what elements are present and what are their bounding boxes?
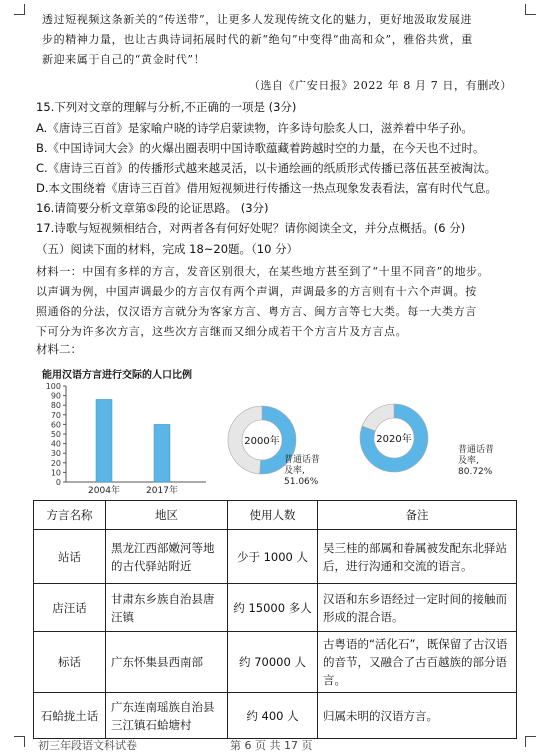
cell-users: 约 70000 人 <box>228 632 318 693</box>
header-notes: 备注 <box>318 501 517 530</box>
intro-line-2: 步的精神力量，也让古典诗词拓展时代的新“绝句”中变得“曲高和众”，雅俗共赏，重 <box>42 33 473 46</box>
material-1-line-2: 以声调为例，中国声调最少的方言仅有两个声调，声调最多的方言则有十六个声调。按 <box>36 285 477 298</box>
cell-users: 约 400 人 <box>228 693 318 739</box>
cell-dialect-name: 标话 <box>34 632 106 693</box>
donut-annotation: 80.72% <box>458 467 493 477</box>
header-users: 使用人数 <box>228 501 318 530</box>
cell-region: 广东怀集县西南部 <box>106 632 228 693</box>
question-15-option-b: B.《中国诗词大会》的火爆出圈表明中国诗歌蕴藏着跨越时空的力量，在今天也不过时。 <box>36 141 485 155</box>
y-tick-label: 80 <box>50 401 61 411</box>
material-1-line-1: 材料一：中国有多样的方言，发音区别很大，在某些地方甚至到了“十里不同音”的地步。 <box>36 265 490 278</box>
cell-note: 吴三桂的部属和眷属被发配东北驿站后，进行沟通和交流的语言。 <box>318 530 517 584</box>
crop-mark-bottom-right <box>525 736 536 747</box>
bar <box>96 399 112 482</box>
y-tick-label: 10 <box>50 468 61 478</box>
intro-line-3: 新迎来属于自己的“黄金时代”！ <box>42 53 206 66</box>
donut-annotation: 51.06% <box>284 477 319 487</box>
donut-chart-2000 <box>222 402 352 498</box>
crop-mark-top-left <box>14 4 25 15</box>
table-row <box>34 693 517 739</box>
donut-center-label: 2020年 <box>376 434 412 445</box>
crop-mark-bottom-left <box>14 736 25 747</box>
cell-users: 少于 1000 人 <box>228 530 318 584</box>
intro-line-1: 透过短视频这条新关的“传送带”，让更多人发现传统文化的魅力，更好地汲取发展进 <box>42 13 473 26</box>
donut-annotation: 及率, <box>458 456 479 466</box>
cell-region: 广东连南瑶族自治县三江镇石蛤塘村 <box>106 693 228 739</box>
header-region: 地区 <box>106 501 228 530</box>
question-15-option-a: A.《唐诗三百首》是家喻户晓的诗学启蒙读物，许多诗句脍炙人口，滋养着中华子孙。 <box>36 121 473 135</box>
table-row <box>34 632 517 693</box>
cell-dialect-name: 店汪话 <box>34 584 106 632</box>
x-tick-label: 2004年 <box>88 486 120 496</box>
y-tick-label: 0 <box>55 478 61 487</box>
cell-dialect-name: 石蛤拢土话 <box>34 693 106 739</box>
header-dialect-name: 方言名称 <box>34 501 106 530</box>
question-16: 16.请简要分析文章第⑤段的论证思路。 (3分) <box>36 201 269 215</box>
table-row <box>34 530 517 584</box>
y-tick-label: 90 <box>50 391 61 401</box>
crop-mark-top-right <box>525 4 536 15</box>
y-tick-label: 30 <box>50 449 61 459</box>
y-tick-label: 50 <box>50 430 61 439</box>
bar-chart <box>36 380 216 498</box>
bar-chart-title: 能用汉语方言进行交际的人口比例 <box>42 370 192 381</box>
cell-dialect-name: 站话 <box>34 530 106 584</box>
section-5-heading: （五）阅读下面的材料，完成 18~20题。（10 分） <box>36 242 299 256</box>
footer-page-number: 第 6 页 共 17 页 <box>230 739 313 752</box>
question-15-option-c: C.《唐诗三百首》的传播形式越来越灵活，以卡通绘画的纸质形式传播已落伍甚至被淘汰。 <box>36 161 497 175</box>
intro-source: （选自《广安日报》2022 年 8 月 7 日，有删改） <box>248 79 512 92</box>
y-tick-label: 40 <box>50 439 61 449</box>
donut-slice <box>362 404 394 431</box>
dialect-table <box>33 500 517 739</box>
y-tick-label: 70 <box>50 410 61 420</box>
donut-annotation: 普通话普 <box>458 445 495 455</box>
y-tick-label: 100 <box>45 382 61 391</box>
material-1-line-3: 照通俗的分法，仅汉语方言就分为客家方言、粤方言、闽方言等七大类。每一大类方言 <box>36 305 477 318</box>
donut-center-label: 2000年 <box>244 436 280 447</box>
material-1-line-4: 下可分为许多次方言，这些次方言继而又细分成若干个方言片及方言点。 <box>36 325 408 338</box>
bar <box>154 424 170 482</box>
x-tick-label: 2017年 <box>146 486 178 496</box>
cell-note: 归属未明的汉语方言。 <box>318 693 517 739</box>
material-2-label: 材料二： <box>36 342 82 356</box>
y-tick-label: 20 <box>50 458 61 468</box>
y-tick-label: 60 <box>50 420 61 430</box>
donut-annotation: 及率, <box>284 466 305 476</box>
cell-users: 约 15000 多人 <box>228 584 318 632</box>
cell-note: 汉语和东乡语经过一定时间的接触而形成的混合语。 <box>318 584 517 632</box>
footer-exam-name: 初三年段语文科试卷 <box>38 739 137 752</box>
cell-note: 古粤语的“活化石”，既保留了古汉语的音节，又融合了古百越族的部分语言。 <box>318 632 517 693</box>
table-header-row <box>34 501 517 530</box>
donut-annotation: 普通话普 <box>284 455 321 465</box>
table-row <box>34 584 517 632</box>
question-15-option-d: D.本文围绕着《唐诗三百首》借用短视频进行传播这一热点现象发表看法，富有时代气息。 <box>36 181 498 195</box>
question-17: 17.诗歌与短视频相结合，对两者各有何好处呢？请你阅读全文，并分点概括。(6 分) <box>36 221 466 235</box>
question-15: 15.下列对文章的理解与分析,不正确的一项是 (3分) <box>36 100 297 114</box>
cell-region: 黑龙江西部嫩河等地的古代驿站附近 <box>106 530 228 584</box>
cell-region: 甘肃东乡族自治县唐汪镇 <box>106 584 228 632</box>
donut-chart-2020 <box>352 400 512 496</box>
